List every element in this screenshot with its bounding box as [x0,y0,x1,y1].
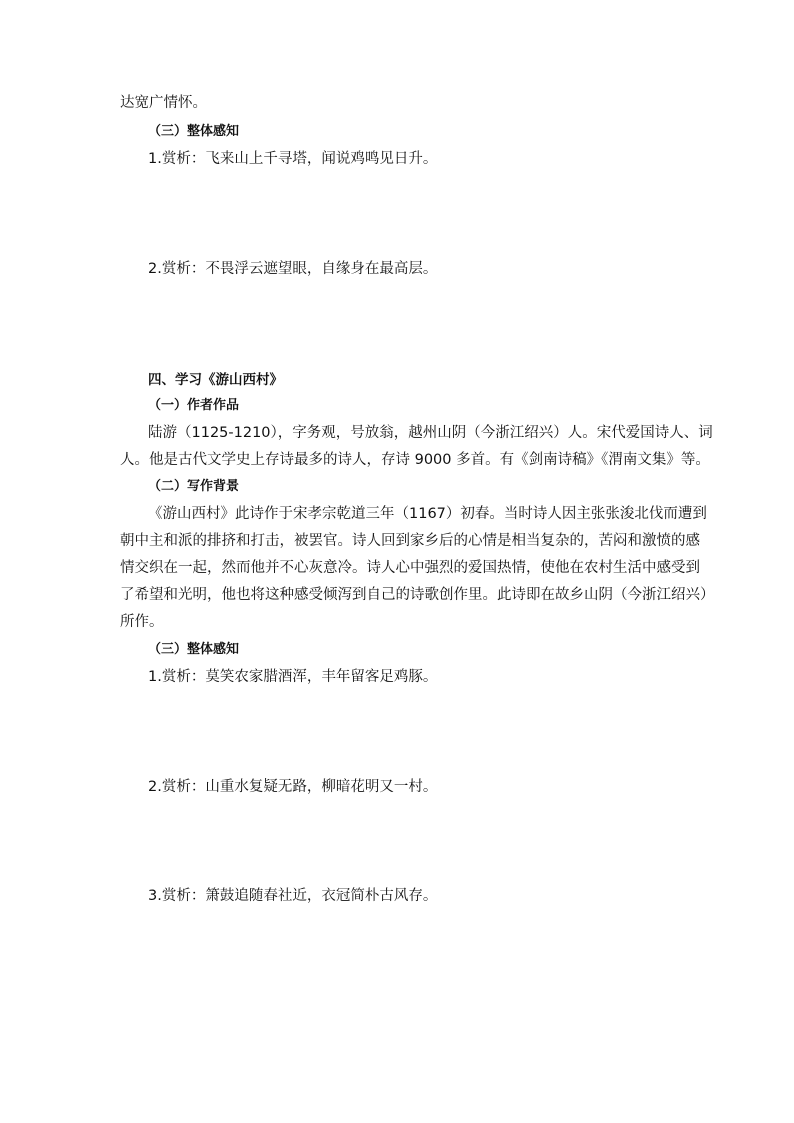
appreciation-item: 2.赏析：山重水复疑无路，柳暗花明又一村。 [148,779,438,795]
appreciation-item: 1.赏析：飞来山上千寻塔，闻说鸡鸣见日升。 [148,151,438,167]
paragraph-line: 情交织在一起，然而他并不心灰意冷。诗人心中强烈的爱国热情，使他在农村生活中感受到 [120,560,700,576]
appreciation-item: 2.赏析：不畏浮云遮望眼，自缘身在最高层。 [148,261,438,277]
part-heading: 四、学习《游山西村》 [148,372,283,388]
paragraph-line: 陆游（1125-1210），字务观，号放翁，越州山阴（今浙江绍兴）人。宋代爱国诗人、词 [148,425,713,441]
paragraph-line: 人。他是古代文学史上存诗最多的诗人，存诗 9000 多首。有《剑南诗稿》《渭南文集》等。 [120,452,710,468]
paragraph-line: 朝中主和派的排挤和打击，被罢官。诗人回到家乡后的心情是相当复杂的，苦闷和激愤的感 [120,533,700,549]
paragraph-tail: 达宽广情怀。 [120,95,207,111]
paragraph-line: 所作。 [120,614,164,630]
appreciation-item: 1.赏析：莫笑农家腊酒浑，丰年留客足鸡豚。 [148,669,438,685]
section-title-overall-2: （三）整体感知 [148,642,240,657]
paragraph-line: 《游山西村》此诗作于宋孝宗乾道三年（1167）初春。当时诗人因主张张浚北伐而遭到 [148,506,707,522]
section-title-background: （二）写作背景 [148,479,240,494]
section-title-author: （一）作者作品 [148,398,240,413]
section-title-overall-1: （三）整体感知 [148,124,240,139]
appreciation-item: 3.赏析：箫鼓追随春社近，衣冠简朴古风存。 [148,888,438,904]
paragraph-line: 了希望和光明，他也将这种感受倾泻到自己的诗歌创作里。此诗即在故乡山阴（今浙江绍兴） [120,587,715,603]
